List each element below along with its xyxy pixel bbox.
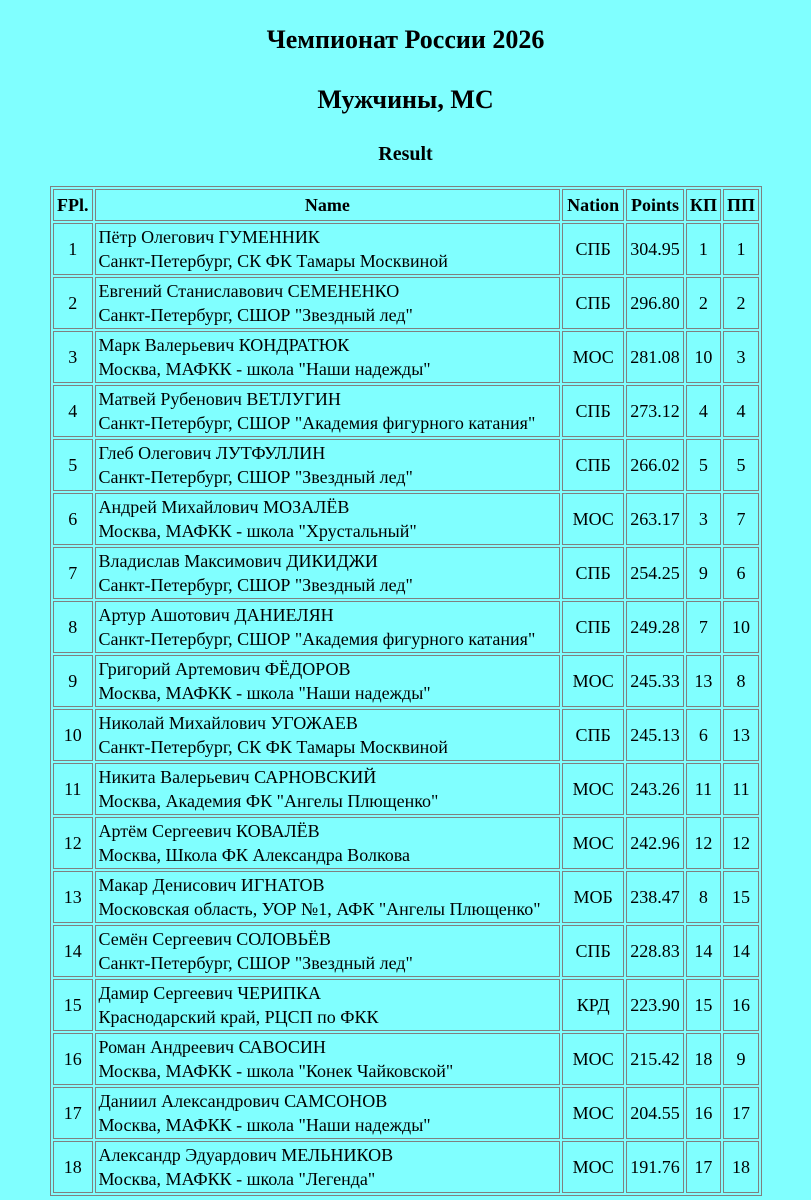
place-cell: 17 xyxy=(53,1087,93,1139)
header-nation: Nation xyxy=(562,189,624,221)
skater-cell xyxy=(95,1141,561,1193)
place-cell: 5 xyxy=(53,439,93,491)
fs-place-cell: 16 xyxy=(723,979,759,1031)
place-cell: 15 xyxy=(53,979,93,1031)
table-row xyxy=(53,547,759,599)
fs-place-cell: 5 xyxy=(723,439,759,491)
place-cell: 7 xyxy=(53,547,93,599)
skater-cell xyxy=(95,331,561,383)
skater-cell xyxy=(95,817,561,869)
header-place: FPl. xyxy=(53,189,93,221)
nation-cell: МОС xyxy=(562,493,624,545)
nation-cell: МОС xyxy=(562,1033,624,1085)
place-cell: 10 xyxy=(53,709,93,761)
skater-club: Санкт-Петербург, СШОР "Академия фигурного катания" xyxy=(98,413,536,433)
table-row xyxy=(53,601,759,653)
skater-club: Санкт-Петербург, СШОР "Академия фигурного катания" xyxy=(98,629,536,649)
sp-place-cell: 11 xyxy=(686,763,721,815)
skater-name: Даниил Александрович САМСОНОВ xyxy=(98,1091,388,1111)
table-row xyxy=(53,1141,759,1193)
skater-cell xyxy=(95,763,561,815)
skater-club: Краснодарский край, РЦСП по ФКК xyxy=(98,1007,379,1027)
place-cell: 4 xyxy=(53,385,93,437)
fs-place-cell: 18 xyxy=(723,1141,759,1193)
fs-place-cell: 6 xyxy=(723,547,759,599)
sp-place-cell: 3 xyxy=(686,493,721,545)
fs-place-cell: 17 xyxy=(723,1087,759,1139)
skater-cell xyxy=(95,709,561,761)
skater-club: Москва, МАФКК - школа "Хрустальный" xyxy=(98,521,417,541)
table-row xyxy=(53,1033,759,1085)
skater-club: Санкт-Петербург, СК ФК Тамары Москвиной xyxy=(98,737,448,757)
fs-place-cell: 1 xyxy=(723,223,759,275)
sp-place-cell: 14 xyxy=(686,925,721,977)
table-row xyxy=(53,925,759,977)
results-table xyxy=(50,186,762,1196)
table-row xyxy=(53,493,759,545)
nation-cell: МОС xyxy=(562,1087,624,1139)
points-cell: 296.80 xyxy=(626,277,684,329)
nation-cell: МОС xyxy=(562,817,624,869)
points-cell: 245.33 xyxy=(626,655,684,707)
skater-name: Владислав Максимович ДИКИДЖИ xyxy=(98,551,378,571)
skater-club: Москва, Школа ФК Александра Волкова xyxy=(98,845,411,865)
sp-place-cell: 15 xyxy=(686,979,721,1031)
points-cell: 281.08 xyxy=(626,331,684,383)
nation-cell: МОС xyxy=(562,655,624,707)
sp-place-cell: 10 xyxy=(686,331,721,383)
points-cell: 223.90 xyxy=(626,979,684,1031)
points-cell: 238.47 xyxy=(626,871,684,923)
nation-cell: СПБ xyxy=(562,439,624,491)
points-cell: 191.76 xyxy=(626,1141,684,1193)
sp-place-cell: 17 xyxy=(686,1141,721,1193)
skater-cell xyxy=(95,277,561,329)
place-cell: 3 xyxy=(53,331,93,383)
nation-cell: СПБ xyxy=(562,601,624,653)
points-cell: 266.02 xyxy=(626,439,684,491)
skater-club: Санкт-Петербург, СШОР "Звездный лед" xyxy=(98,575,413,595)
skater-cell xyxy=(95,439,561,491)
table-row xyxy=(53,1087,759,1139)
fs-place-cell: 8 xyxy=(723,655,759,707)
skater-name: Макар Денисович ИГНАТОВ xyxy=(98,875,325,895)
points-cell: 242.96 xyxy=(626,817,684,869)
nation-cell: МОБ xyxy=(562,871,624,923)
skater-club: Москва, МАФКК - школа "Конек Чайковской" xyxy=(98,1061,454,1081)
event-subtitle: Мужчины, МС xyxy=(317,85,494,114)
sp-place-cell: 4 xyxy=(686,385,721,437)
skater-cell xyxy=(95,223,561,275)
points-cell: 228.83 xyxy=(626,925,684,977)
table-row xyxy=(53,655,759,707)
place-cell: 1 xyxy=(53,223,93,275)
points-cell: 254.25 xyxy=(626,547,684,599)
skater-cell xyxy=(95,385,561,437)
table-row xyxy=(53,979,759,1031)
section-heading: Result xyxy=(378,143,433,165)
fs-place-cell: 2 xyxy=(723,277,759,329)
table-row xyxy=(53,817,759,869)
skater-club: Санкт-Петербург, СШОР "Звездный лед" xyxy=(98,953,413,973)
skater-club: Москва, МАФКК - школа "Легенда" xyxy=(98,1169,376,1189)
points-cell: 249.28 xyxy=(626,601,684,653)
nation-cell: СПБ xyxy=(562,709,624,761)
skater-club: Санкт-Петербург, СК ФК Тамары Москвиной xyxy=(98,251,448,271)
place-cell: 8 xyxy=(53,601,93,653)
table-row xyxy=(53,331,759,383)
table-row xyxy=(53,385,759,437)
points-cell: 304.95 xyxy=(626,223,684,275)
place-cell: 14 xyxy=(53,925,93,977)
fs-place-cell: 10 xyxy=(723,601,759,653)
place-cell: 18 xyxy=(53,1141,93,1193)
skater-name: Матвей Рубенович ВЕТЛУГИН xyxy=(98,389,341,409)
header-points: Points xyxy=(626,189,684,221)
sp-place-cell: 13 xyxy=(686,655,721,707)
table-row xyxy=(53,439,759,491)
header-fs: ПП xyxy=(723,189,759,221)
skater-club: Москва, МАФКК - школа "Наши надежды" xyxy=(98,1115,431,1135)
skater-name: Артём Сергеевич КОВАЛЁВ xyxy=(98,821,320,841)
skater-name: Роман Андреевич САВОСИН xyxy=(98,1037,326,1057)
skater-name: Андрей Михайлович МОЗАЛЁВ xyxy=(98,497,350,517)
nation-cell: СПБ xyxy=(562,385,624,437)
skater-name: Николай Михайлович УГОЖАЕВ xyxy=(98,713,358,733)
skater-name: Никита Валерьевич САРНОВСКИЙ xyxy=(98,767,377,787)
place-cell: 9 xyxy=(53,655,93,707)
fs-place-cell: 4 xyxy=(723,385,759,437)
skater-club: Москва, Академия ФК "Ангелы Плющенко" xyxy=(98,791,439,811)
points-cell: 243.26 xyxy=(626,763,684,815)
sp-place-cell: 7 xyxy=(686,601,721,653)
skater-club: Московская область, УОР №1, АФК "Ангелы Плющенко" xyxy=(98,899,541,919)
skater-name: Глеб Олегович ЛУТФУЛЛИН xyxy=(98,443,326,463)
skater-name: Дамир Сергеевич ЧЕРИПКА xyxy=(98,983,322,1003)
nation-cell: МОС xyxy=(562,763,624,815)
fs-place-cell: 13 xyxy=(723,709,759,761)
skater-club: Санкт-Петербург, СШОР "Звездный лед" xyxy=(98,305,413,325)
skater-cell xyxy=(95,1033,561,1085)
nation-cell: СПБ xyxy=(562,547,624,599)
points-cell: 273.12 xyxy=(626,385,684,437)
table-row xyxy=(53,709,759,761)
skater-name: Семён Сергеевич СОЛОВЬЁВ xyxy=(98,929,331,949)
fs-place-cell: 15 xyxy=(723,871,759,923)
skater-cell xyxy=(95,979,561,1031)
fs-place-cell: 11 xyxy=(723,763,759,815)
nation-cell: СПБ xyxy=(562,925,624,977)
page-title: Чемпионат России 2026 xyxy=(266,25,545,54)
sp-place-cell: 18 xyxy=(686,1033,721,1085)
table-row xyxy=(53,277,759,329)
fs-place-cell: 7 xyxy=(723,493,759,545)
skater-cell xyxy=(95,655,561,707)
skater-name: Александр Эдуардович МЕЛЬНИКОВ xyxy=(98,1145,394,1165)
sp-place-cell: 6 xyxy=(686,709,721,761)
points-cell: 215.42 xyxy=(626,1033,684,1085)
points-cell: 245.13 xyxy=(626,709,684,761)
fs-place-cell: 14 xyxy=(723,925,759,977)
place-cell: 12 xyxy=(53,817,93,869)
sp-place-cell: 9 xyxy=(686,547,721,599)
place-cell: 13 xyxy=(53,871,93,923)
nation-cell: СПБ xyxy=(562,223,624,275)
fs-place-cell: 12 xyxy=(723,817,759,869)
header-sp: КП xyxy=(686,189,721,221)
sp-place-cell: 16 xyxy=(686,1087,721,1139)
table-header-row xyxy=(53,189,759,221)
skater-cell xyxy=(95,1087,561,1139)
skater-name: Артур Ашотович ДАНИЕЛЯН xyxy=(98,605,334,625)
place-cell: 11 xyxy=(53,763,93,815)
nation-cell: СПБ xyxy=(562,277,624,329)
skater-name: Григорий Артемович ФЁДОРОВ xyxy=(98,659,351,679)
table-row xyxy=(53,871,759,923)
skater-club: Москва, МАФКК - школа "Наши надежды" xyxy=(98,683,431,703)
points-cell: 204.55 xyxy=(626,1087,684,1139)
table-row xyxy=(53,763,759,815)
skater-club: Москва, МАФКК - школа "Наши надежды" xyxy=(98,359,431,379)
sp-place-cell: 5 xyxy=(686,439,721,491)
skater-name: Марк Валерьевич КОНДРАТЮК xyxy=(98,335,350,355)
sp-place-cell: 1 xyxy=(686,223,721,275)
nation-cell: МОС xyxy=(562,331,624,383)
nation-cell: МОС xyxy=(562,1141,624,1193)
fs-place-cell: 3 xyxy=(723,331,759,383)
skater-cell xyxy=(95,601,561,653)
nation-cell: КРД xyxy=(562,979,624,1031)
skater-name: Евгений Станиславович СЕМЕНЕНКО xyxy=(98,281,400,301)
sp-place-cell: 8 xyxy=(686,871,721,923)
skater-club: Санкт-Петербург, СШОР "Звездный лед" xyxy=(98,467,413,487)
header-name: Name xyxy=(95,189,561,221)
skater-cell xyxy=(95,547,561,599)
skater-cell xyxy=(95,871,561,923)
sp-place-cell: 2 xyxy=(686,277,721,329)
skater-name: Пётр Олегович ГУМЕННИК xyxy=(98,227,320,247)
place-cell: 2 xyxy=(53,277,93,329)
sp-place-cell: 12 xyxy=(686,817,721,869)
place-cell: 6 xyxy=(53,493,93,545)
fs-place-cell: 9 xyxy=(723,1033,759,1085)
place-cell: 16 xyxy=(53,1033,93,1085)
skater-cell xyxy=(95,925,561,977)
points-cell: 263.17 xyxy=(626,493,684,545)
skater-cell xyxy=(95,493,561,545)
table-row xyxy=(53,223,759,275)
